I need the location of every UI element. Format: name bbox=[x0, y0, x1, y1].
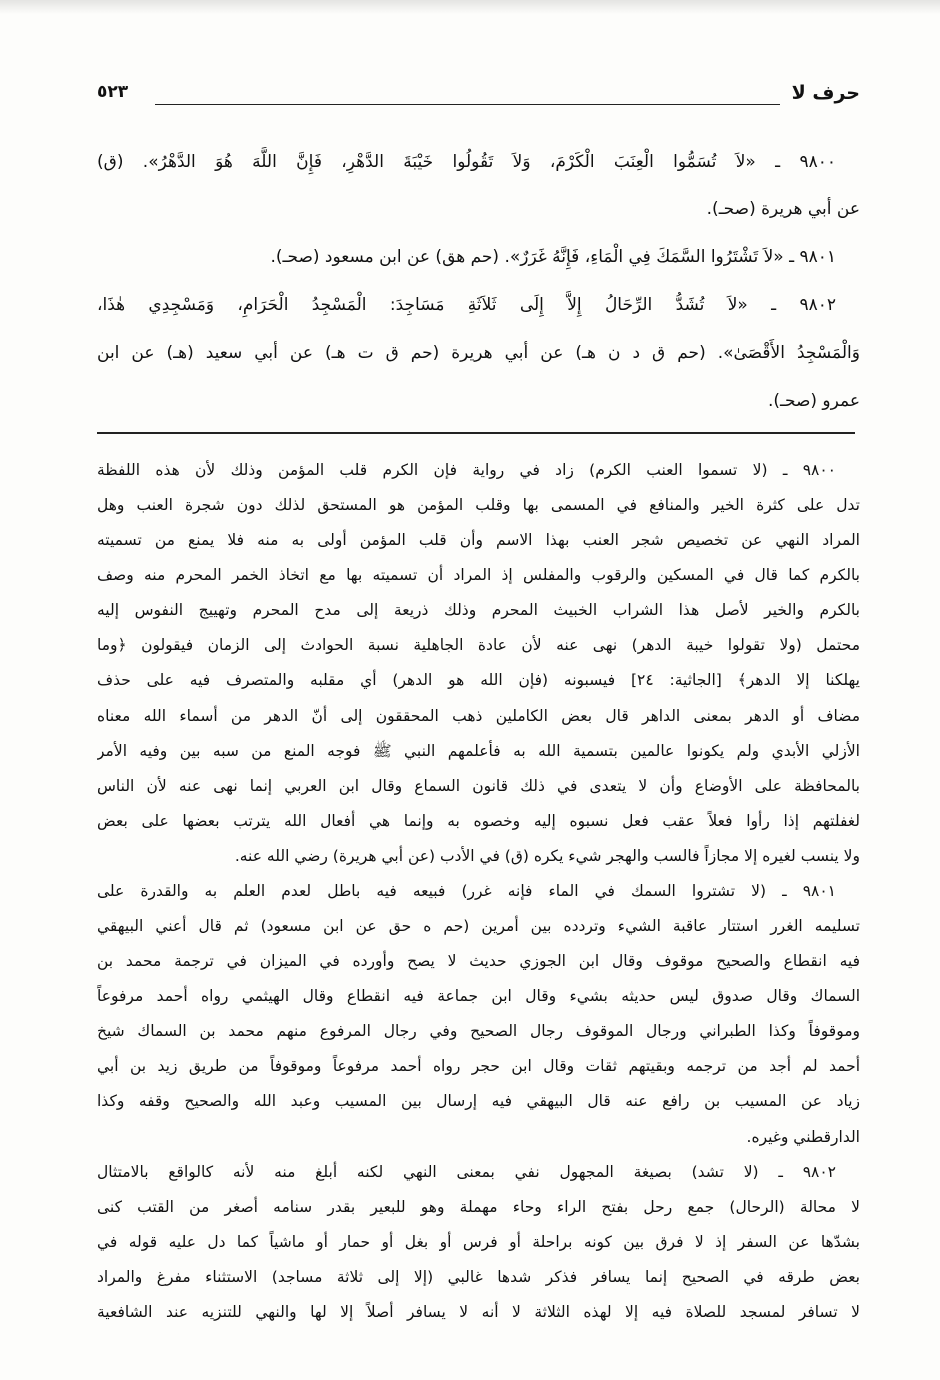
hadith-line: ٩٨٠١ ـ «لاَ تَشْتَرُوا السَّمَكَ فِي الْمَاءِ، فَإِنَّهُ غَرَرٌ». (حم هق) عن ابن مسعود (صحـ). bbox=[270, 247, 836, 267]
commentary-line: بشدّها عن السفر إذ لا فرق بين كونه براحلة أو فرس أو بغل أو حمار أو ماشياً كما دل عليه قوله في bbox=[97, 1233, 860, 1251]
commentary-line: زياد عن المسيب بن رافع عنه قال البيهقي فيه إرسال بين المسيب وعبد الله والصحيح وقفه وكذا bbox=[97, 1092, 860, 1110]
commentary-line: ٩٨٠١ ـ (لا تشتروا السمك في الماء فإنه غرر) فبيعه فيه باطل لعدم العلم به والقدرة على bbox=[97, 882, 836, 900]
commentary-line: بالكرم كما قال في المسكين والرقوب والمفلس إذ المراد أن تسميته بها مع اتخاذ الخمر المحرم منه وصف bbox=[97, 566, 860, 584]
commentary-line: بالمحافظة على الأوضاع وأن لا يتعدى في ذلك قانون السماع وقال ابن العربي إنما نهى عنه لأن الناس bbox=[97, 777, 860, 795]
commentary-line: المراد النهي عن تخصيص شجر العنب بهذا الاسم وأن قلب المؤمن أولى به منه فلا يمنع من تسميته bbox=[97, 531, 860, 549]
commentary-line: بعض طرقه في الصحيح إنما يسافر فذكر شدها غالبي (إلا إلى ثلاثة مساجد) الاستثناء مفرغ والمراد bbox=[97, 1268, 860, 1286]
running-header bbox=[97, 82, 860, 112]
hadith-line: عن أبي هريرة (صحـ). bbox=[706, 199, 860, 219]
commentary-line: الأزلي الأبدي ولم يكونوا عالمين بتسمية الله به فأعلمهم النبي ﷺ فوجه المنع من سبه بين وفيه الأمر bbox=[97, 742, 860, 760]
page-number: ٥٢٣ bbox=[97, 82, 129, 102]
hadith-line: عمرو (صحـ). bbox=[767, 391, 860, 411]
commentary-line: ٩٨٠٠ ـ (لا تسموا العنب الكرم) زاد في رواية فإن الكرم قلب المؤمن وذلك لأن هذه اللفظة bbox=[97, 461, 836, 479]
scan-edge bbox=[0, 0, 940, 14]
hadith-line: وَالْمَسْجِدُ الأَقْصَىٰ». (حم ق د ن هـ) عن أبي هريرة (حم ق ت هـ) عن أبي سعيد (هـ) عن ابن bbox=[97, 343, 860, 363]
commentary-line: أحمد لم أجد من ترجمه وبقيتهم ثقات وقال ابن حجر رواه أحمد مرفوعاً وموقوفاً من طريق زيد بن أبي bbox=[97, 1057, 860, 1075]
commentary-line: بالكرم والخير لأصل هذا الشراب الخبيث المحرم وذلك ذريعة إلى مدح المحرم وتهييج النفوس إليه bbox=[97, 601, 860, 619]
commentary-line: السماك وقال صدوق ليس حديثه بشيء وقال ابن جماعة فيه انقطاع وقال الهيثمي رواه أحمد مرفوعاً bbox=[97, 987, 860, 1005]
commentary-line: محتمل (ولا تقولوا خيبة الدهر) نهى عنه لأن عادة الجاهلية نسبة الحوادث إلى الزمان فيقولون ﴿وما bbox=[97, 636, 860, 654]
hadith-line: ٩٨٠٢ ـ «لاَ تُشَدُّ الرِّحَالُ إِلاَّ إِلَى ثَلاَثَةِ مَسَاجِدَ: الْمَسْجِدُ الْحَرَامِ، وَمَسْجِدِي هٰذَا، bbox=[97, 295, 836, 315]
commentary-line: ولا ينسب لغيره إلا مجازاً فالسب والهجر شيء يكره (ق) في الأدب (عن أبي هريرة) رضي الله عنه. bbox=[234, 847, 860, 865]
commentary-line: لغفلتهم إذا رأوا فعلاً عقب فعل نسبوه إليه وخصوه به وإنما هي أفعال الله يترتب بعضها على بعض bbox=[97, 812, 860, 830]
commentary-line: فيه انقطاع والصحيح موقوف وقال ابن الجوزي حديث لا يصح وأورده في الميزان في ترجمة محمد بن bbox=[97, 952, 860, 970]
commentary-line: يهلكنا إلا الدهر﴾ [الجاثية: ٢٤] فيسبونه (فإن الله هو الدهر) أي مقلبه والمتصرف فيه على حذف bbox=[97, 671, 860, 689]
commentary-line: تدل على كثرة الخير والمنافع في المسمى بها وقلب المؤمن هو المستحق لذلك دون شجرة العنب وهل bbox=[97, 496, 860, 514]
commentary-line: الدارقطني وغيره. bbox=[746, 1128, 860, 1146]
commentary-line: تسليمه الغرر استتار عاقبة الشيء وتردده بين أمرين (حم ه حق عن ابن مسعود) ثم قال أعني البيهقي bbox=[97, 917, 860, 935]
commentary-line: مضاف أو الدهر بمعنى الداهر قال بعض الكاملين ذهب المحققون إلى أنّ الدهر من أسماء الله معناه bbox=[97, 707, 860, 725]
hadith-line: ٩٨٠٠ ـ «لاَ تُسَمُّوا الْعِنَبَ الْكَرْمَ، وَلاَ تَقُولُوا خَيْبَةَ الدَّهْرِ، فَإِنَّ اللَّهَ هُوَ الدَّهْرُ». (ق) bbox=[97, 152, 836, 172]
commentary-line: لا تسافر لمسجد للصلاة فيه إلا لهذه الثلاثة لا أنه لا يسافر أصلاً إلا لها والنهي للتنزيه عند الشافعية bbox=[97, 1303, 860, 1321]
commentary-line: وموقوفاً وكذا الطبراني ورجال الموقوف رجال الصحيح وفي رجال المرفوع منهم محمد بن السماك شيخ bbox=[97, 1022, 860, 1040]
commentary-line: لا محالة (الرحال) جمع رحل بفتح الراء وحاء مهملة وهو للبعير بقدر سنامه أصغر من القتب كنى bbox=[97, 1198, 860, 1216]
footnote-divider bbox=[97, 432, 855, 434]
commentary-line: ٩٨٠٢ ـ (لا تشد) بصيغة المجهول نفي بمعنى النهي لكنه أبلغ منه لأنه كالواقع بالامتثال bbox=[97, 1163, 836, 1181]
header-rule bbox=[155, 104, 780, 105]
chapter-title: حرف لا bbox=[791, 82, 860, 104]
